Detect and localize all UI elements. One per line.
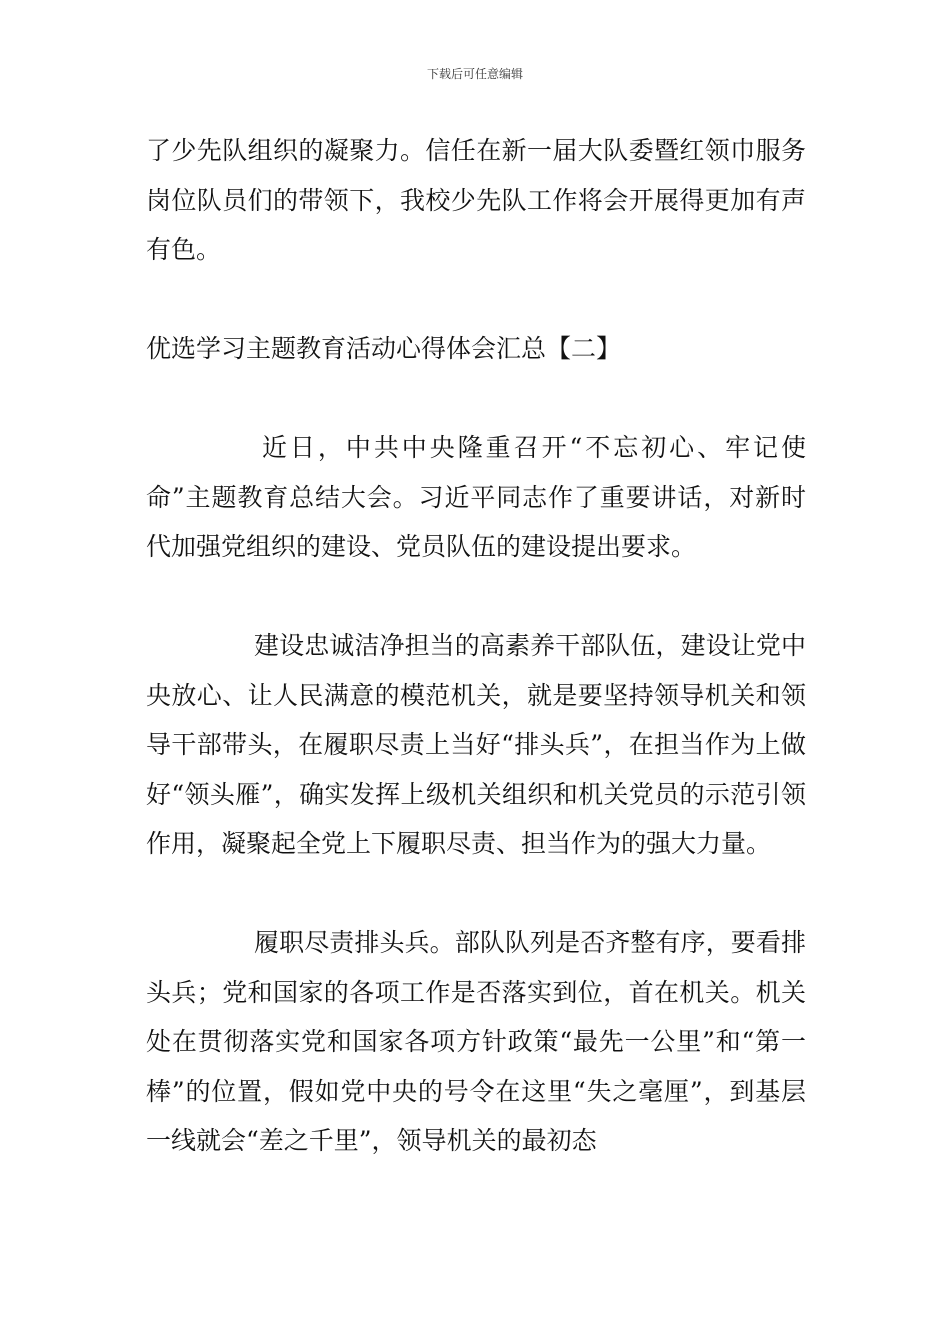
paragraph-gap <box>146 572 806 622</box>
document-body <box>146 126 806 1166</box>
paragraph-pacesetter: 履职尽责排头兵。部队队列是否齐整有序，要看排头兵；党和国家的各项工作是否落实到位，首在机关。机关处在贯彻落实党和国家各项方针政策“最先一公里”和“第一棒”的位置，假如党中央的号令在这里“失之毫厘”，到基层一线就会“差之千里”，领导机关的最初态 <box>146 928 806 1155</box>
paragraph-gap <box>146 275 806 325</box>
paragraph-intro: 近日，中共中央隆重召开“不忘初心、牢记使命”主题教育总结大会。习近平同志作了重要讲话，对新时代加强党组织的建设、党员队伍的建设提出要求。 <box>146 433 806 561</box>
page-header: 下载后可任意编辑 <box>426 67 523 81</box>
paragraph-cadre: 建设忠诚洁净担当的高素养干部队伍，建设让党中央放心、让人民满意的模范机关，就是要坚持领导机关和领导干部带头，在履职尽责上当好“排头兵”，在担当作为上做好“领头雁”，确实发挥上级机关组织和机关党员的示范引领作用，凝聚起全党上下履职尽责、担当作为的强大力量。 <box>146 631 806 858</box>
paragraph-gap <box>146 869 806 919</box>
paragraph-continuation: 了少先队组织的凝聚力。信任在新一届大队委暨红领巾服务岗位队员们的带领下，我校少先队工作将会开展得更加有声有色。 <box>146 136 806 264</box>
paragraph-gap <box>146 374 806 424</box>
section-title: 优选学习主题教育活动心得体会汇总【二】 <box>146 334 622 363</box>
